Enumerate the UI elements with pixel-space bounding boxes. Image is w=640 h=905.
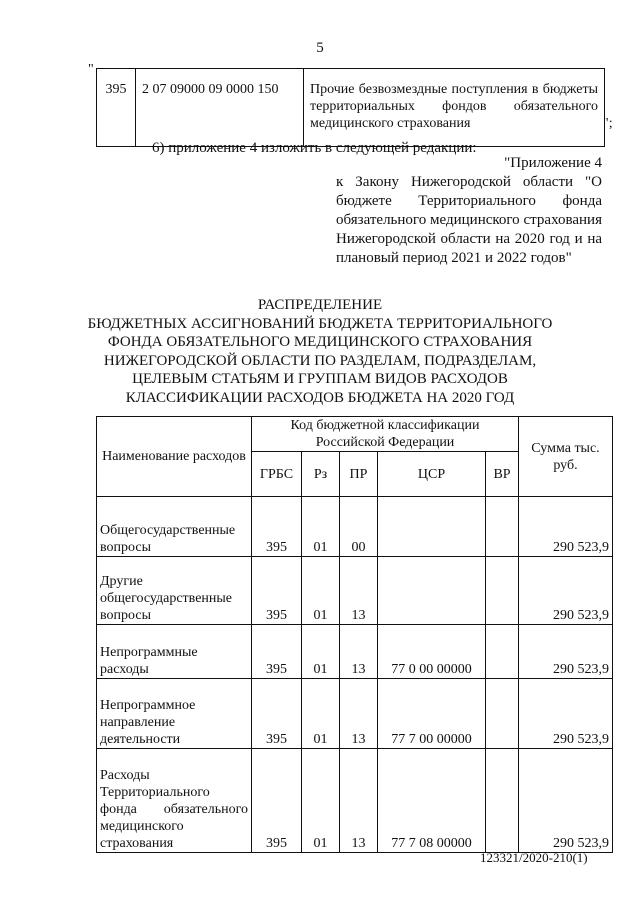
row-rz: 01	[302, 497, 340, 557]
row-sum: 290 523,9	[519, 749, 613, 853]
row-name: Непрограммные расходы	[97, 625, 252, 679]
row-vr	[486, 557, 519, 625]
row-grbs: 395	[252, 749, 302, 853]
row-pr: 13	[340, 749, 378, 853]
row-vr	[486, 497, 519, 557]
row-sum: 290 523,9	[519, 557, 613, 625]
row-pr: 00	[340, 497, 378, 557]
row-csr	[378, 497, 486, 557]
row-pr: 13	[340, 557, 378, 625]
row-grbs: 395	[252, 679, 302, 749]
page-number: 5	[316, 40, 324, 56]
col-header-name: Наименование расходов	[97, 417, 252, 497]
table-row	[97, 557, 613, 625]
revenue-code-cell: 2 07 09000 09 0000 150	[136, 69, 304, 147]
title-line: НИЖЕГОРОДСКОЙ ОБЛАСТИ ПО РАЗДЕЛАМ, ПОДРАЗДЕЛАМ,	[103, 352, 537, 369]
title-line: РАСПРЕДЕЛЕНИЕ	[257, 297, 383, 313]
grbs-cell: 395	[97, 69, 136, 147]
col-header-vr: ВР	[486, 452, 519, 497]
row-csr: 77 7 08 00000	[378, 749, 486, 853]
title-line: ЦЕЛЕВЫМ СТАТЬЯМ И ГРУППАМ ВИДОВ РАСХОДОВ	[132, 371, 508, 387]
document-registration-code: 123321/2020-210(1)	[480, 850, 588, 865]
row-sum: 290 523,9	[519, 679, 613, 749]
col-header-code-group: Код бюджетной классификации Российской Федерации	[252, 417, 519, 452]
table-row	[97, 69, 605, 147]
row-rz: 01	[302, 749, 340, 853]
row-sum: 290 523,9	[519, 497, 613, 557]
table-row	[97, 625, 613, 679]
row-name: Непрограммное направление деятельности	[97, 679, 252, 749]
table-header-row	[97, 417, 613, 452]
closing-quote-mark: ";	[603, 116, 613, 131]
row-rz: 01	[302, 625, 340, 679]
appendix-caption	[336, 154, 602, 268]
row-pr: 13	[340, 679, 378, 749]
table-row	[97, 749, 613, 853]
row-csr	[378, 557, 486, 625]
table-row	[97, 679, 613, 749]
row-csr: 77 0 00 00000	[378, 625, 486, 679]
row-grbs: 395	[252, 557, 302, 625]
row-vr	[486, 749, 519, 853]
row-vr	[486, 679, 519, 749]
document-title	[60, 296, 580, 407]
col-header-grbs: ГРБС	[252, 452, 302, 497]
appendix-title: "Приложение 4	[504, 155, 602, 171]
col-header-rz: Рз	[302, 452, 340, 497]
row-csr: 77 7 00 00000	[378, 679, 486, 749]
row-rz: 01	[302, 679, 340, 749]
row-pr: 13	[340, 625, 378, 679]
row-vr	[486, 625, 519, 679]
row-sum: 290 523,9	[519, 625, 613, 679]
row-grbs: 395	[252, 625, 302, 679]
row-name: Общегосударственные вопросы	[97, 497, 252, 557]
row-name: Другие общегосударственные вопросы	[97, 557, 252, 625]
budget-allocation-table	[96, 416, 613, 853]
title-line: КЛАССИФИКАЦИИ РАСХОДОВ БЮДЖЕТА НА 2020 ГОД	[125, 389, 515, 406]
title-line: ФОНДА ОБЯЗАТЕЛЬНОГО МЕДИЦИНСКОГО СТРАХОВАНИЯ	[107, 334, 533, 350]
appendix-reference: к Закону Нижегородской области "О бюджете Территориального фонда обязательного медицинского страхования Нижегородской области на 2020 год и на плановый период 2021 и 2022 годов"	[336, 174, 602, 266]
table-row	[97, 497, 613, 557]
opening-quote-mark: "	[88, 62, 94, 77]
amendment-table	[96, 68, 605, 147]
col-header-sum: Сумма тыс. руб.	[519, 417, 613, 497]
row-rz: 01	[302, 557, 340, 625]
col-header-csr: ЦСР	[378, 452, 486, 497]
amendment-instruction: 6) приложение 4 изложить в следующей редакции:	[152, 140, 477, 156]
col-header-pr: ПР	[340, 452, 378, 497]
row-name: Расходы Территориального фонда обязательного медицинского страхования	[97, 749, 252, 853]
row-grbs: 395	[252, 497, 302, 557]
title-line: БЮДЖЕТНЫХ АССИГНОВАНИЙ БЮДЖЕТА ТЕРРИТОРИАЛЬНОГО	[87, 315, 553, 332]
revenue-description-cell: Прочие безвозмездные поступления в бюджеты территориальных фондов обязательного медицинского страхования	[304, 69, 605, 147]
